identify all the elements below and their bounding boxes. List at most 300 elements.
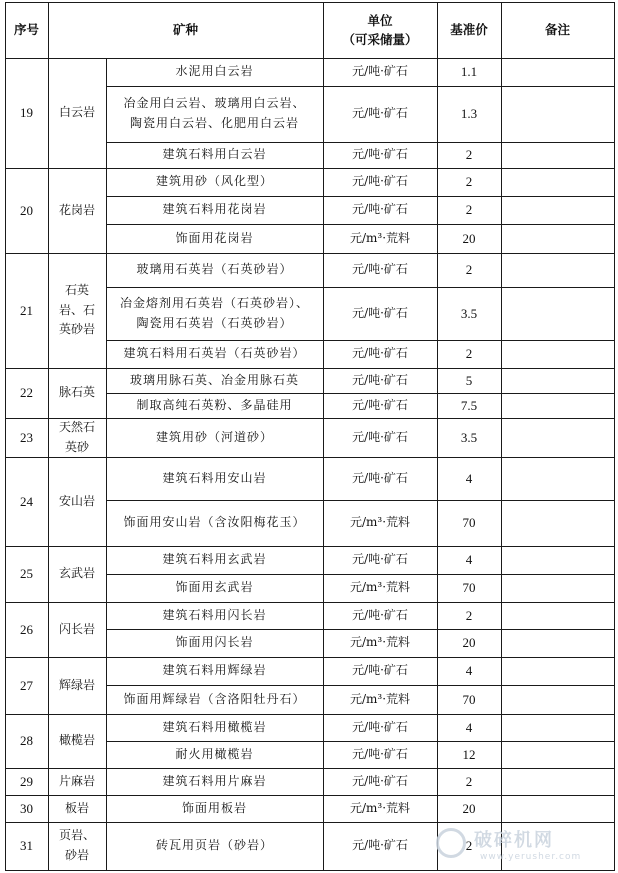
group-seq-text (20, 382, 33, 403)
group-seq-text (20, 771, 33, 792)
unit-cell (323, 196, 437, 224)
mineral-cell-text (156, 172, 273, 192)
price-cell-line: 12 (462, 746, 476, 762)
price-cell-line: 20 (462, 635, 476, 651)
mineral-cell-line: 建筑用砂（风化型） (155, 174, 273, 189)
unit-cell-text (350, 229, 410, 249)
remark-cell (501, 168, 614, 196)
group-category (48, 714, 106, 768)
mineral-cell-line: 建筑石料用白云岩 (162, 147, 267, 162)
unit-cell (323, 86, 437, 142)
unit-cell-line: 元/吨·矿石 (352, 106, 408, 121)
price-cell (437, 685, 501, 714)
mineral-cell (106, 86, 323, 142)
mineral-cell-line: 砖瓦用页岩（砂岩） (155, 838, 273, 853)
watermark (436, 826, 616, 870)
price-cell-text (466, 171, 473, 192)
mineral-cell-text (175, 62, 253, 82)
price-cell-line: 4 (465, 663, 473, 679)
table-border-right (614, 2, 615, 870)
mineral-cell-text (175, 578, 253, 598)
price-cell-line: 2 (465, 174, 473, 190)
group-category (48, 58, 106, 168)
header-seq-line: 序号 (13, 22, 39, 38)
remark-cell (501, 602, 614, 629)
price-cell (437, 768, 501, 795)
group-seq (5, 253, 48, 368)
group-category-text (59, 676, 95, 696)
mineral-cell-line: 建筑石料用石英岩（石英砂岩） (123, 346, 306, 361)
remark-cell (501, 457, 614, 500)
mineral-cell-text (175, 633, 253, 653)
mineral-cell (106, 768, 323, 795)
mineral-cell (106, 629, 323, 657)
mineral-cell-text (123, 344, 305, 364)
unit-cell-text (352, 62, 408, 82)
remark-cell (501, 393, 614, 418)
price-cell-line: 7.5 (460, 397, 478, 413)
mineral-cell (106, 685, 323, 714)
header-mineral-text (173, 20, 198, 39)
price-cell (437, 368, 501, 393)
price-cell (437, 795, 501, 822)
header-remark (501, 2, 614, 58)
unit-cell-line: 元/吨·矿石 (352, 552, 408, 567)
price-cell-line: 2 (465, 838, 473, 854)
price-cell-text (463, 689, 476, 710)
price-cell (437, 168, 501, 196)
mineral-cell-line: 水泥用白云岩 (175, 64, 254, 79)
price-cell-line: 70 (462, 580, 476, 596)
mineral-cell (106, 714, 323, 741)
price-cell-line: 20 (462, 800, 476, 816)
group-category (48, 657, 106, 714)
group-category-text (59, 201, 95, 221)
unit-cell (323, 574, 437, 602)
remark-cell (501, 86, 614, 142)
remark-cell (501, 657, 614, 685)
price-cell-line: 4 (465, 470, 473, 486)
unit-cell-line: 元/m³·荒料 (349, 800, 411, 815)
price-cell-text (466, 343, 473, 364)
price-cell (437, 500, 501, 546)
mineral-cell-line: 饰面用闪长岩 (175, 635, 254, 650)
remark-cell (501, 196, 614, 224)
unit-cell-text (352, 606, 408, 626)
group-seq (5, 168, 48, 253)
mineral-cell (106, 457, 323, 500)
header-seq-text (14, 20, 39, 39)
header-unit-line: （可采储量） (342, 32, 418, 47)
group-seq (5, 418, 48, 457)
group-category-line: 花岗岩 (58, 202, 95, 217)
unit-cell-text (352, 145, 408, 165)
price-cell-text (463, 798, 476, 819)
group-category-text (59, 492, 95, 512)
mineral-cell (106, 142, 323, 168)
remark-cell (501, 418, 614, 457)
unit-cell-text (352, 396, 408, 416)
price-cell-text (463, 228, 476, 249)
mineral-cell (106, 393, 323, 418)
unit-cell-line: 元/吨·矿石 (352, 305, 408, 320)
remark-cell (501, 741, 614, 768)
unit-cell-text (352, 200, 408, 220)
unit-cell-line: 元/m³·荒料 (349, 230, 411, 245)
mineral-cell-text (162, 661, 266, 681)
group-seq-text (20, 798, 33, 819)
group-seq-text (20, 102, 33, 123)
group-seq (5, 602, 48, 657)
mineral-cell-text (136, 396, 292, 416)
price-cell (437, 86, 501, 142)
mineral-cell-line: 建筑用砂（河道砂） (155, 429, 273, 444)
price-cell-text (463, 632, 476, 653)
header-unit (323, 2, 437, 58)
price-cell-text (466, 717, 473, 738)
price-cell-line: 4 (465, 719, 473, 735)
group-category (48, 602, 106, 657)
unit-cell-line: 元/m³·荒料 (349, 635, 411, 650)
remark-cell (501, 58, 614, 86)
group-category-line: 英砂 (64, 439, 89, 454)
price-cell-text (466, 144, 473, 165)
group-seq (5, 822, 48, 870)
group-category (48, 253, 106, 368)
group-seq-text (20, 300, 33, 321)
mineral-cell-line: 建筑石料用辉绿岩 (162, 663, 267, 678)
price-cell (437, 142, 501, 168)
remark-cell (501, 574, 614, 602)
group-category-line: 石英 (64, 282, 89, 297)
group-category-line: 片麻岩 (58, 773, 95, 788)
price-cell (437, 287, 501, 340)
price-cell-text (466, 370, 473, 391)
remark-cell (501, 340, 614, 368)
unit-cell (323, 368, 437, 393)
price-cell-line: 20 (462, 230, 476, 246)
unit-cell (323, 657, 437, 685)
group-category-line: 橄榄岩 (58, 733, 95, 748)
group-seq-line: 28 (20, 733, 33, 749)
unit-cell-text (352, 836, 408, 856)
price-cell (437, 196, 501, 224)
group-category-line: 玄武岩 (58, 566, 95, 581)
unit-cell-line: 元/吨·矿石 (352, 719, 408, 734)
group-category-text (59, 281, 95, 340)
remark-cell (501, 253, 614, 287)
unit-cell-text (352, 371, 408, 391)
unit-cell-text (352, 718, 408, 738)
unit-cell-line: 元/吨·矿石 (352, 470, 408, 485)
mineral-cell-text (162, 469, 266, 489)
unit-cell-text (352, 772, 408, 792)
price-cell (437, 58, 501, 86)
price-cell (437, 340, 501, 368)
price-cell (437, 657, 501, 685)
mineral-cell-text (162, 200, 266, 220)
group-category (48, 795, 106, 822)
unit-cell-line: 元/吨·矿石 (352, 174, 408, 189)
group-seq-line: 19 (20, 105, 33, 121)
mineral-cell-text (175, 229, 253, 249)
header-seq (5, 2, 48, 58)
mineral-cell (106, 196, 323, 224)
unit-cell-line: 元/吨·矿石 (352, 773, 408, 788)
group-category-line: 安山岩 (58, 493, 95, 508)
mineral-cell-line: 制取高纯石英粉、多晶硅用 (136, 397, 293, 412)
price-cell-text (463, 577, 476, 598)
remark-cell (501, 368, 614, 393)
unit-cell-line: 元/吨·矿石 (352, 607, 408, 622)
group-category-line: 页岩、 (58, 828, 95, 843)
mineral-cell-text (123, 94, 305, 134)
group-seq (5, 58, 48, 168)
header-remark-text (545, 20, 570, 39)
group-category (48, 368, 106, 418)
price-cell-line: 2 (465, 202, 473, 218)
group-category-text (59, 564, 95, 584)
header-price-text (450, 20, 488, 39)
group-seq-text (20, 675, 33, 696)
unit-cell (323, 629, 437, 657)
header-mineral (48, 2, 323, 58)
remark-cell (501, 795, 614, 822)
unit-cell-text (352, 550, 408, 570)
mineral-cell (106, 822, 323, 870)
price-cell (437, 629, 501, 657)
price-cell-text (466, 468, 473, 489)
mineral-cell-line: 陶瓷用石英岩（石英砂岩） (136, 315, 293, 330)
mineral-cell-text (120, 294, 309, 334)
unit-cell-text (350, 799, 410, 819)
unit-cell-text (350, 690, 410, 710)
group-seq-line: 20 (20, 202, 33, 218)
group-category-line: 天然石 (58, 419, 95, 434)
group-seq-line: 27 (20, 677, 33, 693)
group-category-line: 岩、石 (58, 302, 95, 317)
unit-cell (323, 168, 437, 196)
mineral-cell-text (182, 799, 247, 819)
price-cell (437, 253, 501, 287)
price-cell-text (461, 427, 477, 448)
price-cell (437, 602, 501, 629)
mineral-cell (106, 418, 323, 457)
remark-cell (501, 768, 614, 795)
mineral-cell-text (130, 371, 299, 391)
group-seq-text (20, 200, 33, 221)
mineral-cell-line: 饰面用板岩 (181, 800, 247, 815)
remark-cell (501, 685, 614, 714)
price-cell-text (461, 395, 477, 416)
unit-cell (323, 685, 437, 714)
group-category (48, 168, 106, 253)
price-cell-text (461, 61, 477, 82)
header-remark-line: 备注 (544, 22, 570, 38)
unit-cell-text (352, 745, 408, 765)
group-category-text (59, 826, 95, 866)
group-category-text (59, 103, 95, 123)
mineral-cell (106, 340, 323, 368)
group-category-text (59, 383, 95, 403)
group-category (48, 418, 106, 457)
mineral-cell-line: 建筑石料用安山岩 (162, 470, 267, 485)
group-category (48, 457, 106, 546)
price-cell-text (463, 744, 476, 765)
unit-cell-text (352, 469, 408, 489)
unit-cell (323, 340, 437, 368)
price-cell-text (466, 549, 473, 570)
mineral-cell-text (162, 718, 266, 738)
mineral-cell-text (156, 836, 273, 856)
unit-cell-line: 元/吨·矿石 (352, 397, 408, 412)
group-category (48, 546, 106, 602)
mineral-cell-line: 建筑石料用玄武岩 (162, 552, 267, 567)
mineral-cell-line: 建筑石料用橄榄岩 (162, 719, 267, 734)
price-cell (437, 714, 501, 741)
unit-cell (323, 457, 437, 500)
group-seq-text (20, 619, 33, 640)
group-seq-line: 26 (20, 621, 33, 637)
mineral-cell (106, 224, 323, 253)
unit-cell-text (350, 633, 410, 653)
group-category-text (65, 799, 89, 819)
price-cell-text (466, 660, 473, 681)
group-category-text (59, 772, 95, 792)
mineral-cell-line: 建筑石料用花岗岩 (162, 202, 267, 217)
header-unit-text (342, 11, 417, 50)
header-price (437, 2, 501, 58)
price-cell-text (463, 512, 476, 533)
mineral-cell-line: 冶金用白云岩、玻璃用白云岩、 (123, 96, 306, 111)
price-cell-line: 4 (465, 552, 473, 568)
mineral-cell-line: 饰面用安山岩（含汝阳梅花玉） (123, 515, 306, 530)
price-cell-line: 5 (465, 372, 473, 388)
group-seq-line: 30 (20, 800, 33, 816)
price-cell (437, 418, 501, 457)
price-cell-text (461, 103, 477, 124)
group-category-line: 板岩 (64, 800, 89, 815)
unit-cell (323, 500, 437, 546)
mineral-cell (106, 546, 323, 574)
group-divider (5, 870, 615, 871)
group-seq-text (20, 563, 33, 584)
mineral-cell-line: 饰面用花岗岩 (175, 230, 254, 245)
group-seq-line: 29 (20, 773, 33, 789)
remark-cell (501, 629, 614, 657)
unit-cell-line: 元/m³·荒料 (349, 691, 411, 706)
price-cell-line: 2 (465, 346, 473, 362)
unit-cell (323, 822, 437, 870)
mineral-cell-line: 饰面用玄武岩 (175, 580, 254, 595)
mineral-cell-line: 玻璃用石英岩（石英砂岩） (136, 262, 293, 277)
mineral-cell (106, 168, 323, 196)
unit-cell-line: 元/吨·矿石 (352, 663, 408, 678)
watermark-logo-icon (436, 828, 466, 858)
mineral-cell (106, 795, 323, 822)
unit-cell (323, 795, 437, 822)
price-cell-line: 2 (465, 773, 473, 789)
group-seq (5, 368, 48, 418)
group-seq (5, 657, 48, 714)
mineral-cell (106, 741, 323, 768)
group-seq-line: 23 (20, 429, 33, 445)
price-cell-line: 70 (462, 515, 476, 531)
price-cell-line: 70 (462, 691, 476, 707)
price-cell (437, 546, 501, 574)
price-cell (437, 741, 501, 768)
mineral-cell (106, 574, 323, 602)
mineral-cell (106, 287, 323, 340)
mineral-cell-text (162, 772, 266, 792)
unit-cell-line: 元/m³·荒料 (349, 515, 411, 530)
header-price-line: 基准价 (450, 22, 488, 38)
mineral-cell-line: 饰面用辉绿岩（含洛阳牡丹石） (123, 691, 306, 706)
unit-cell-text (352, 304, 408, 324)
price-cell-text (466, 605, 473, 626)
remark-cell (501, 142, 614, 168)
group-seq-line: 21 (20, 302, 33, 318)
group-category-line: 砂岩 (64, 848, 89, 862)
unit-cell-text (352, 104, 408, 124)
unit-cell-text (352, 344, 408, 364)
price-cell-text (466, 259, 473, 280)
group-category-text (59, 620, 95, 640)
mineral-cell-line: 耐火用橄榄岩 (175, 746, 254, 761)
group-seq-text (20, 835, 33, 856)
unit-cell (323, 768, 437, 795)
remark-cell (501, 546, 614, 574)
unit-cell (323, 58, 437, 86)
price-cell (437, 574, 501, 602)
group-category-line: 脉石英 (58, 385, 95, 400)
group-seq (5, 546, 48, 602)
mineral-cell-text (175, 745, 253, 765)
price-cell-line: 2 (465, 262, 473, 278)
price-cell (437, 224, 501, 253)
unit-cell-line: 元/吨·矿石 (352, 262, 408, 277)
unit-cell (323, 287, 437, 340)
price-cell-line: 3.5 (460, 429, 478, 445)
watermark-url: www.yerusher.com (480, 852, 582, 862)
group-seq-text (20, 491, 33, 512)
group-seq (5, 768, 48, 795)
group-category (48, 822, 106, 870)
group-seq (5, 457, 48, 546)
remark-cell (501, 287, 614, 340)
unit-cell (323, 393, 437, 418)
mineral-cell-line: 建筑石料用片麻岩 (162, 773, 267, 788)
group-category-line: 英砂岩 (58, 322, 95, 337)
unit-cell (323, 602, 437, 629)
mineral-cell (106, 602, 323, 629)
group-category-text (59, 731, 95, 751)
price-cell-line: 1.1 (460, 64, 478, 80)
price-cell (437, 457, 501, 500)
unit-cell-text (352, 172, 408, 192)
unit-cell-line: 元/吨·矿石 (352, 838, 408, 853)
unit-cell-line: 元/吨·矿石 (352, 202, 408, 217)
mineral-cell-text (162, 145, 266, 165)
price-cell (437, 393, 501, 418)
unit-cell-line: 元/吨·矿石 (352, 64, 408, 79)
group-seq-line: 25 (20, 566, 33, 582)
group-category-line: 白云岩 (58, 105, 95, 120)
mineral-cell-line: 陶瓷用白云岩、化肥用白云岩 (129, 116, 299, 130)
remark-cell (501, 500, 614, 546)
unit-cell-line: 元/吨·矿石 (352, 372, 408, 387)
header-mineral-line: 矿种 (172, 22, 198, 38)
